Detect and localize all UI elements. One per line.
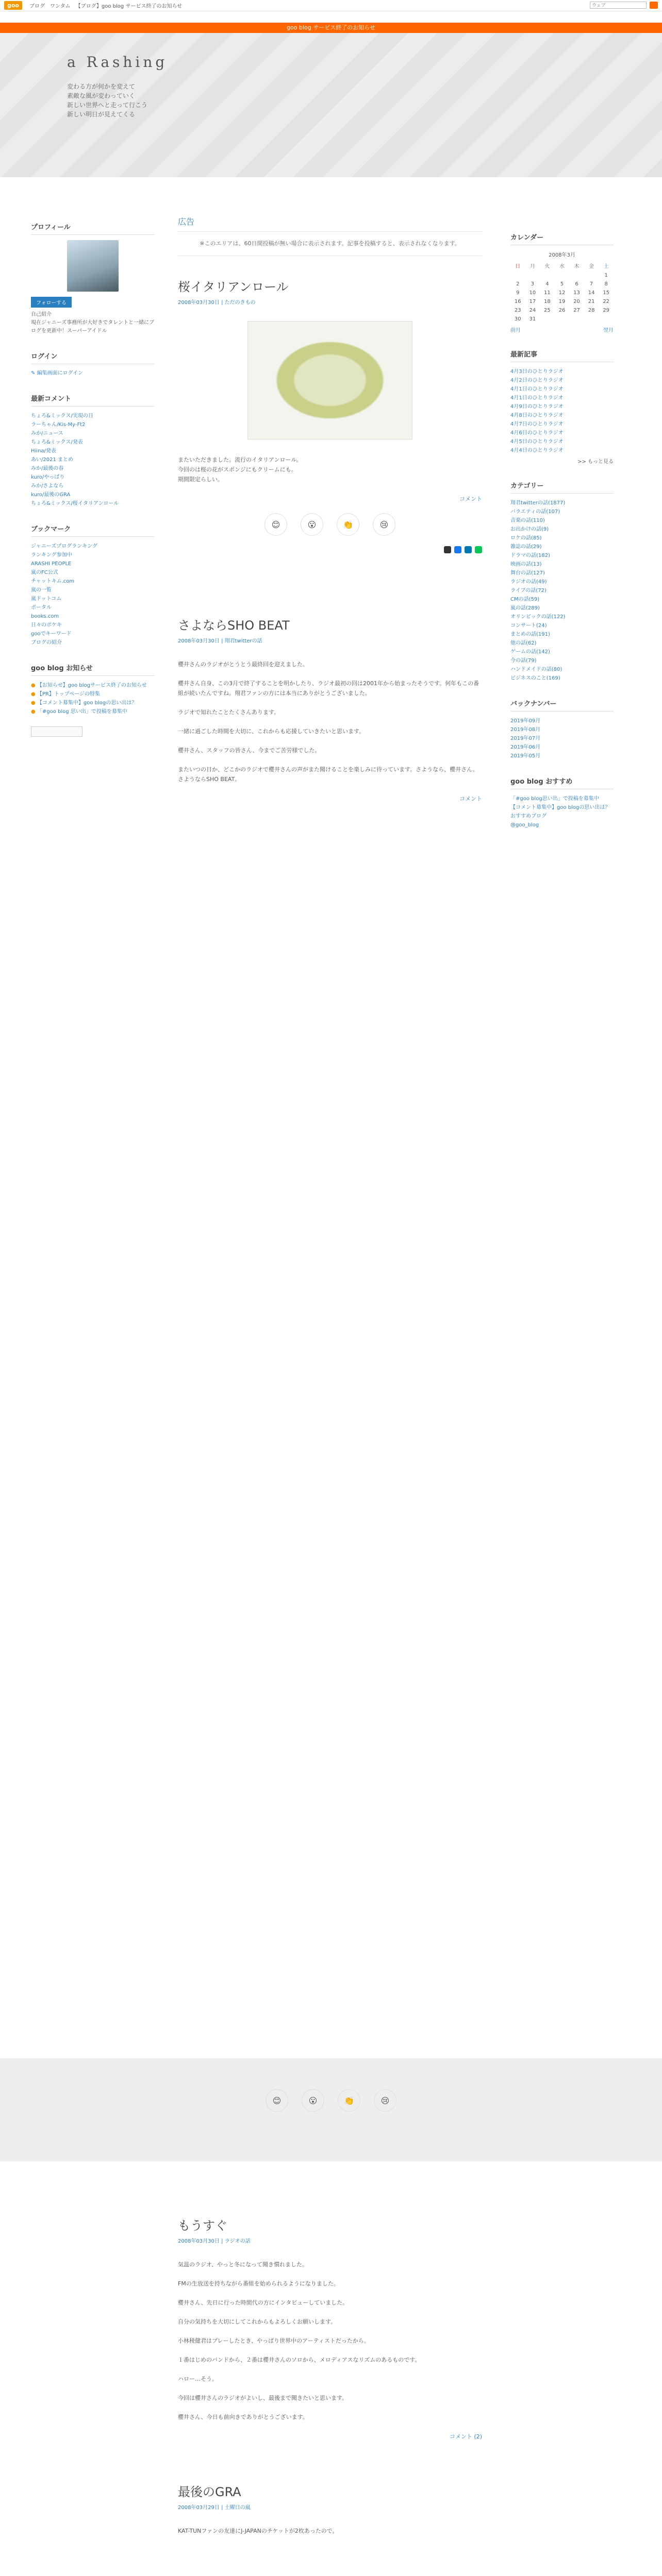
weekday: 木 xyxy=(574,264,580,269)
calendar-day[interactable]: 1 xyxy=(604,273,608,278)
comment-link[interactable]: コメント xyxy=(459,795,482,802)
reaction-bar xyxy=(178,513,482,536)
recent-post-item[interactable]: 4月8日のひとりラジオ xyxy=(510,413,564,418)
recent-post-item[interactable]: 4月1日のひとりラジオ xyxy=(510,395,564,401)
ad-heading: 広告 xyxy=(178,217,195,227)
category-item[interactable]: 音楽の話(110) xyxy=(510,518,545,523)
calendar-week xyxy=(510,280,614,289)
category-item[interactable]: 他の話(62) xyxy=(510,640,537,646)
recent-posts-block xyxy=(510,349,614,465)
weekday: 金 xyxy=(589,264,594,269)
post-paragraph: １番はじめのバンドから、２番は櫻井さんのソロから、メロディアスなリズムのあるものです。 xyxy=(178,2357,421,2363)
comment-item[interactable]: あい/2021 まとめ xyxy=(31,457,73,463)
post-paragraph: 小林稜健君はプレーしたとき、やっぱり世界中のアーティストだったから。 xyxy=(178,2337,370,2344)
recent-posts-heading: 最新記事 xyxy=(510,349,614,362)
comment-link[interactable]: コメント xyxy=(459,496,482,502)
hatena-share-icon[interactable] xyxy=(465,546,472,553)
comment-item[interactable]: ちょろ&ミックス/桜イタリアンロール xyxy=(31,501,119,506)
surprise-reaction-icon[interactable]: 😮 xyxy=(301,513,323,536)
recent-post-item[interactable]: 4月1日のひとりラジオ xyxy=(510,386,564,392)
calendar-day[interactable]: 24 xyxy=(529,308,536,313)
service-end-notice[interactable]: goo blog サービス終了のお知らせ xyxy=(0,23,662,33)
post-title[interactable]: もうすぐ xyxy=(178,2218,227,2233)
left-sidebar xyxy=(31,222,155,752)
post xyxy=(178,2215,482,2441)
pencil-icon: ✎ xyxy=(31,370,37,376)
calendar-day[interactable]: 12 xyxy=(558,290,566,296)
calendar-day[interactable]: 30 xyxy=(514,316,521,322)
share-buttons xyxy=(178,546,482,553)
post xyxy=(178,615,482,803)
comment-item[interactable]: みか/最後の春 xyxy=(31,466,64,471)
recommend-heading: goo blog おすすめ xyxy=(510,776,614,789)
recent-comments-list xyxy=(31,412,155,508)
login-link-label[interactable]: 編集画面にログイン xyxy=(37,370,84,376)
line-share-icon[interactable] xyxy=(475,546,482,553)
goo-info-item[interactable] xyxy=(31,707,155,716)
post-paragraph: 自分の気持ちを大切にしてこれからもよろしくお願いします。 xyxy=(178,2318,337,2325)
comment-item[interactable]: Hiina/発表 xyxy=(31,448,56,454)
category-block xyxy=(510,480,614,683)
recommend-item[interactable]: 「#goo blog思い出」で投稿を募集中 xyxy=(510,796,599,802)
post-paragraph: KAT-TUNファンの友達にJ-JAPANのチケットが2枚あったので。 xyxy=(178,2528,338,2534)
calendar-day[interactable]: 21 xyxy=(588,299,595,304)
top-bar xyxy=(0,0,662,11)
category-item[interactable]: コンサート(24) xyxy=(510,623,547,629)
goo-info-heading: goo blog お知らせ xyxy=(31,663,155,676)
calendar-day[interactable]: 19 xyxy=(558,299,566,304)
category-item[interactable]: ハンドメイドの話(80) xyxy=(510,667,562,672)
category-item[interactable]: ライブの話(72) xyxy=(510,588,547,594)
bookmark-item[interactable]: ランキング参加中 xyxy=(31,552,72,558)
blog-header xyxy=(0,33,662,177)
recent-comments-block xyxy=(31,393,155,508)
clap-reaction-icon[interactable]: 👏 xyxy=(338,2089,360,2112)
recent-post-item[interactable]: 4月6日のひとりラジオ xyxy=(510,430,564,436)
bookmark-item[interactable]: ブログの紹介 xyxy=(31,640,62,646)
recent-post-item[interactable]: 4月3日のひとりラジオ xyxy=(510,369,564,375)
calendar-day[interactable]: 2 xyxy=(516,281,520,287)
category-item[interactable]: 舞台の話(127) xyxy=(510,570,545,576)
calendar-prev-link[interactable]: 前月 xyxy=(510,328,521,333)
reaction-bar xyxy=(0,2069,662,2112)
post-image[interactable] xyxy=(247,321,412,439)
goo-info-label[interactable]: 【コメント募集中】goo blogの思い出は？ xyxy=(37,700,137,706)
avatar[interactable] xyxy=(67,240,119,292)
post-body xyxy=(178,2260,482,2422)
goo-info-label[interactable]: 【お知らせ】goo blogサービス終了のお知らせ xyxy=(37,683,147,688)
post-meta[interactable]: 2008年03月30日 | ただのきもの xyxy=(178,300,256,306)
category-item[interactable]: 今の話(79) xyxy=(510,658,537,664)
category-item[interactable]: ビジネスのこと(169) xyxy=(510,675,560,681)
calendar-day[interactable] xyxy=(584,315,599,324)
profile-text: 自己紹介 現在ジャニーズ事務所が大好きでタレントと一緒にブログを更新中！スーパーアイドル xyxy=(31,312,155,334)
bulb-icon: ● xyxy=(31,691,37,697)
smile-reaction-icon[interactable]: 😊 xyxy=(264,513,287,536)
post-paragraph: 櫻井さん、スタッフの皆さん、今までご苦労様でした。 xyxy=(178,747,321,754)
recent-posts-list xyxy=(510,367,614,455)
weekday: 土 xyxy=(603,264,609,269)
calendar-day[interactable]: 10 xyxy=(529,290,536,296)
calendar-nav xyxy=(510,326,614,333)
bookmark-item[interactable]: 嵐のFC公式 xyxy=(31,570,58,575)
calendar-day[interactable]: 15 xyxy=(603,290,610,296)
comment-link[interactable]: コメント (2) xyxy=(449,2433,482,2440)
post-paragraph: 櫻井さんのラジオがとうとう最終回を迎えました。 xyxy=(178,661,308,668)
bulb-icon: ● xyxy=(31,700,37,706)
category-item[interactable]: 雑誌の話(29) xyxy=(510,544,542,550)
calendar-day[interactable] xyxy=(584,271,599,280)
calendar-day[interactable]: 22 xyxy=(603,299,610,304)
facebook-share-icon[interactable] xyxy=(454,546,461,553)
post-title[interactable]: さよならSHO BEAT xyxy=(178,618,290,633)
backnumber-item[interactable]: 2019年05月 xyxy=(510,753,541,759)
calendar-day[interactable] xyxy=(569,271,584,280)
profile-block xyxy=(31,222,155,335)
comment-item[interactable]: みか/さよなら xyxy=(31,483,64,489)
calendar-day[interactable] xyxy=(555,315,570,324)
recent-post-item[interactable]: 4月4日のひとりラジオ xyxy=(510,448,564,453)
calendar-heading: カレンダー xyxy=(510,232,614,245)
recommend-block xyxy=(510,776,614,829)
bookmarks-block xyxy=(31,523,155,647)
calendar-week xyxy=(510,315,614,324)
calendar-week xyxy=(510,271,614,280)
post-paragraph: 櫻井さん、今日も前向きでありがとうございます。 xyxy=(178,2414,308,2420)
calendar-day[interactable]: 14 xyxy=(588,290,595,296)
backnumber-item[interactable]: 2019年06月 xyxy=(510,744,541,750)
recent-post-item[interactable]: 4月5日のひとりラジオ xyxy=(510,439,564,445)
category-item[interactable]: まとめの話(191) xyxy=(510,632,550,637)
calendar-day[interactable] xyxy=(569,315,584,324)
weekday: 火 xyxy=(544,264,550,269)
top-nav-item[interactable]: 【ブログ】goo blog サービス終了のお知らせ xyxy=(75,4,183,9)
goo-info-item[interactable] xyxy=(31,699,155,707)
category-item[interactable]: ゲームの話(142) xyxy=(510,649,550,655)
post xyxy=(178,2482,482,2536)
post-paragraph: またいつの日か、どこかのラジオで櫻井さんの声がまた聞けることを楽しみに待っています。さようなら、櫻井さん。さようならSHO BEAT。 xyxy=(178,766,478,783)
calendar-day[interactable]: 8 xyxy=(604,281,608,287)
more-link[interactable]: >> もっと見る xyxy=(577,459,614,465)
cry-reaction-icon[interactable]: 😢 xyxy=(373,513,395,536)
goo-info-label[interactable]: 【PR】トップページの特集 xyxy=(37,691,100,697)
backnumber-item[interactable]: 2019年07月 xyxy=(510,736,541,741)
category-heading: カテゴリー xyxy=(510,480,614,494)
post-paragraph: 気温のラジオ、やっと冬になって聞き慣れました。 xyxy=(178,2261,308,2268)
calendar-day[interactable]: 11 xyxy=(544,290,551,296)
category-item[interactable]: 翔君twitterの話(1877) xyxy=(510,500,566,506)
lower-posts xyxy=(178,2215,482,2567)
login-block xyxy=(31,351,155,378)
bookmark-item[interactable]: ポータル xyxy=(31,605,52,611)
calendar-day[interactable] xyxy=(555,271,570,280)
post-body xyxy=(178,2526,482,2536)
category-item[interactable]: お出かけの話(9) xyxy=(510,527,549,532)
bookmark-item[interactable]: 嵐ドットコム xyxy=(31,596,62,602)
post-body xyxy=(178,659,482,784)
calendar-weekday-row xyxy=(510,260,614,271)
post-paragraph: 一緒に過ごした時間を大切に、これからも応援していきたいと思います。 xyxy=(178,728,365,735)
recent-comments-heading: 最新コメント xyxy=(31,393,155,406)
calendar-block xyxy=(510,232,614,333)
recommend-item[interactable]: @goo_blog xyxy=(510,822,539,828)
blog-description: 変わる方が何かを変えて 素敵な風が変わっていく 新しい世界へと走って行こう 新しい明日が見えてくる xyxy=(67,83,148,118)
post-paragraph: 櫻井さん自身、この3月で終了することを明かしたり、ラジオ最初の回は2001年から始まったそうです。何年もこの番組が続いたんですね。翔君ファンの方には本当にありがとうございました。 xyxy=(178,680,479,697)
backnumber-item[interactable]: 2019年09月 xyxy=(510,718,541,724)
calendar-day[interactable]: 3 xyxy=(531,281,535,287)
calendar-day[interactable]: 25 xyxy=(544,308,551,313)
post-paragraph: ハロー…そう。 xyxy=(178,2376,218,2382)
calendar-table xyxy=(510,260,614,324)
top-nav xyxy=(29,2,182,9)
calendar-day[interactable]: 20 xyxy=(573,299,580,304)
bulb-icon: ● xyxy=(31,709,37,715)
backnumber-item[interactable]: 2019年08月 xyxy=(510,727,541,733)
category-item[interactable]: ロケの話(85) xyxy=(510,535,542,541)
follow-button[interactable]: フォローする xyxy=(31,297,72,308)
x-share-icon[interactable] xyxy=(444,546,451,553)
calendar-week xyxy=(510,297,614,306)
calendar-day[interactable]: 23 xyxy=(514,308,521,313)
calendar-day[interactable]: 27 xyxy=(573,308,580,313)
recent-post-item[interactable]: 4月7日のひとりラジオ xyxy=(510,421,564,427)
calendar-day[interactable]: 6 xyxy=(575,281,578,287)
category-item[interactable]: ドラマの話(182) xyxy=(510,553,550,558)
post-paragraph: FMの生放送を持ちながら番組を始められるようになりました。 xyxy=(178,2280,339,2287)
category-list xyxy=(510,499,614,683)
calendar-day[interactable]: 9 xyxy=(516,290,520,296)
top-search xyxy=(590,2,658,9)
calendar-day[interactable] xyxy=(510,271,525,280)
ad-notice: ※このエリアは、60日間投稿が無い場合に表示されます。記事を投稿すると、表示されなくなります。 xyxy=(178,231,482,256)
category-item[interactable]: オリンピックの話(122) xyxy=(510,614,566,620)
comment-item[interactable]: ちょろ&ミックス/発表 xyxy=(31,439,83,445)
bookmark-item[interactable]: 日々のポケキ xyxy=(31,622,62,628)
comment-item[interactable]: kuro/最後のGRA xyxy=(31,492,71,498)
recent-post-item[interactable]: 4月9日のひとりラジオ xyxy=(510,404,564,410)
recommend-item[interactable]: おすすめブログ xyxy=(510,814,547,819)
calendar-day[interactable]: 4 xyxy=(545,281,549,287)
login-heading: ログイン xyxy=(31,351,155,364)
backnumber-block xyxy=(510,698,614,760)
goo-info-block xyxy=(31,663,155,737)
category-item[interactable]: バラエティの話(107) xyxy=(510,509,560,515)
bookmarks-heading: ブックマーク xyxy=(31,523,155,537)
category-item[interactable]: ラジオの話(49) xyxy=(510,579,547,585)
calendar-day[interactable]: 7 xyxy=(589,281,593,287)
main-content xyxy=(178,215,482,834)
calendar-day[interactable]: 31 xyxy=(529,316,536,322)
goo-info-list xyxy=(31,681,155,716)
calendar-week xyxy=(510,289,614,297)
post-meta[interactable]: 2008年03月29日 | 土曜日の嵐 xyxy=(178,2505,251,2511)
category-item[interactable]: CMの話(59) xyxy=(510,597,540,602)
weekday: 月 xyxy=(529,264,535,269)
post-paragraph: 今回は櫻井さんのラジオがよいし、最後まで聞きたいと思います。 xyxy=(178,2395,348,2401)
calendar-day[interactable]: 26 xyxy=(558,308,566,313)
smile-reaction-icon[interactable]: 😊 xyxy=(266,2089,288,2112)
top-nav-item[interactable]: ブログ xyxy=(29,4,45,9)
section-separator xyxy=(0,2058,662,2161)
post-meta[interactable]: 2008年03月30日 | 翔君twitterの話 xyxy=(178,638,262,644)
bookmark-item[interactable]: books.com xyxy=(31,614,59,619)
calendar-week xyxy=(510,306,614,315)
calendar-day[interactable] xyxy=(540,271,555,280)
bookmark-item[interactable]: チャットキム.com xyxy=(31,579,75,584)
backnumber-list xyxy=(510,717,614,760)
calendar-day[interactable]: 28 xyxy=(588,308,595,313)
calendar-day[interactable] xyxy=(540,315,555,324)
recommend-item[interactable]: 【コメント募集中】goo blogの思い出は？ xyxy=(510,805,610,810)
bulb-icon: ● xyxy=(31,683,37,688)
calendar-next-link[interactable]: 翌月 xyxy=(603,328,614,333)
bookmark-item[interactable]: 嵐の一覧 xyxy=(31,587,52,593)
goo-blog-banner[interactable] xyxy=(31,726,82,737)
post-meta[interactable]: 2008年03月30日 | ラジオの話 xyxy=(178,2239,251,2244)
post-title[interactable]: 桜イタリアンロール xyxy=(178,280,289,294)
search-input[interactable] xyxy=(590,2,647,9)
category-item[interactable]: 嵐の話(289) xyxy=(510,605,540,611)
post xyxy=(178,277,482,553)
post-paragraph: 櫻井さん、先日に行った時間代の方にインタビューしていました。 xyxy=(178,2299,349,2306)
blog-title[interactable]: a Rashing xyxy=(67,54,168,71)
calendar-day[interactable] xyxy=(599,315,614,324)
recent-post-item[interactable]: 4月2日のひとりラジオ xyxy=(510,378,564,383)
comment-item[interactable]: みか/ニュース xyxy=(31,431,63,436)
surprise-reaction-icon[interactable]: 😮 xyxy=(302,2089,324,2112)
recommend-list xyxy=(510,794,614,829)
top-nav-item[interactable]: ワンタム xyxy=(50,4,71,9)
goo-info-label[interactable]: 「#goo blog 思い出」で投稿を募集中 xyxy=(37,709,127,715)
bookmarks-list xyxy=(31,542,155,647)
weekday: 日 xyxy=(515,264,521,269)
category-item[interactable]: 映画の話(13) xyxy=(510,562,542,567)
weekday: 水 xyxy=(559,264,565,269)
calendar-day[interactable]: 18 xyxy=(544,299,551,304)
goo-info-item[interactable] xyxy=(31,690,155,699)
comment-item[interactable]: kuro/やっぱり xyxy=(31,474,65,480)
calendar-day[interactable]: 13 xyxy=(573,290,580,296)
post-paragraph: ラジオで知れたことたくさんあります。 xyxy=(178,709,280,716)
clap-reaction-icon[interactable]: 👏 xyxy=(337,513,359,536)
comment-item[interactable]: ちょろ&ミックス/実現の日 xyxy=(31,413,93,419)
calendar-day[interactable]: 5 xyxy=(560,281,564,287)
comment-item[interactable]: ラーちゃん/Kis-My-Ft2 xyxy=(31,422,86,428)
calendar-day[interactable]: 17 xyxy=(529,299,536,304)
calendar-day[interactable] xyxy=(525,271,540,280)
bookmark-item[interactable]: gooでキーワード xyxy=(31,631,72,637)
backnumber-heading: バックナンバー xyxy=(510,698,614,711)
bookmark-item[interactable]: ARASHI PEOPLE xyxy=(31,561,72,567)
profile-heading: プロフィール xyxy=(31,222,155,235)
post-body: またいただきました。流行のイタリアンロール。 今回のは桜の花がスポンジにもクリームにも。 期間限定らしい。 xyxy=(178,456,302,483)
right-sidebar xyxy=(510,232,614,845)
cry-reaction-icon[interactable]: 😢 xyxy=(374,2089,396,2112)
goo-logo[interactable]: goo xyxy=(4,1,22,10)
bookmark-item[interactable]: ジャニーズプログランキング xyxy=(31,544,97,549)
search-button[interactable] xyxy=(650,2,658,9)
calendar-day[interactable]: 29 xyxy=(603,308,610,313)
goo-info-item[interactable] xyxy=(31,681,155,690)
calendar-day[interactable]: 16 xyxy=(514,299,521,304)
calendar-month: 2008年3月 xyxy=(549,252,575,258)
login-link[interactable] xyxy=(31,369,155,378)
post-title[interactable]: 最後のGRA xyxy=(178,2485,241,2499)
